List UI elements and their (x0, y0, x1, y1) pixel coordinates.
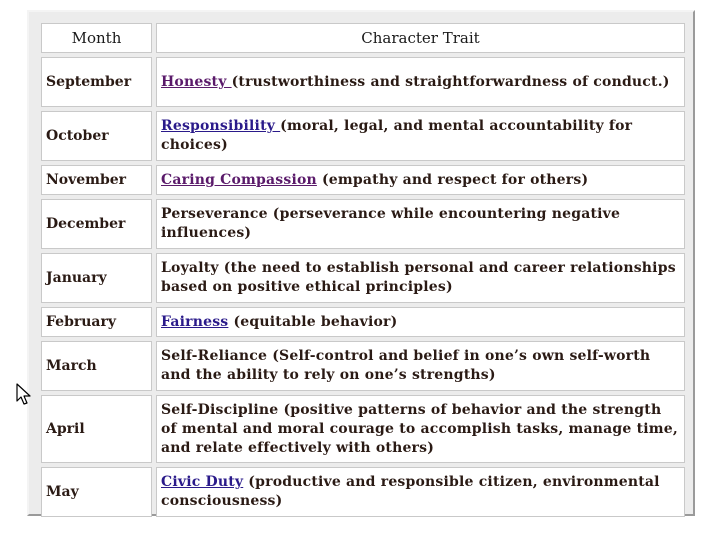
month-column-header: Month (41, 23, 152, 53)
month-may: May (41, 467, 152, 517)
trait-link-civic-duty[interactable]: Civic Duty (161, 474, 244, 490)
trait-cell (156, 111, 685, 161)
trait-name-self-reliance: Self-Reliance (161, 348, 268, 364)
trait-link-honesty[interactable]: Honesty (161, 73, 232, 90)
table-row (41, 111, 685, 161)
table-row (41, 253, 685, 303)
trait-description: (Self-control and belief in one’s own self-worth and the ability to rely on one’s strengths) (161, 348, 651, 383)
trait-link-responsibility[interactable]: Responsibility (161, 118, 281, 134)
trait-cell (156, 57, 685, 107)
trait-description: (positive patterns of behavior and the strength of mental and moral courage to accomplish tasks, manage time, and relate effectively with others) (161, 401, 678, 456)
month-december: December (41, 199, 152, 249)
header-row (41, 23, 685, 53)
table-row (41, 395, 685, 463)
month-january: January (41, 253, 152, 303)
table-row (41, 307, 685, 337)
trait-cell (156, 165, 685, 195)
month-february: February (41, 307, 152, 337)
trait-cell (156, 467, 685, 517)
trait-name-perseverance: Perseverance (161, 206, 268, 222)
month-september: September (41, 57, 152, 107)
month-october: October (41, 111, 152, 161)
month-march: March (41, 341, 152, 391)
trait-description: (trustworthiness and straightforwardness of conduct.) (231, 73, 670, 90)
trait-link-fairness[interactable]: Fairness (161, 313, 229, 330)
trait-cell (156, 253, 685, 303)
table-row (41, 199, 685, 249)
trait-description: (empathy and respect for others) (316, 171, 589, 188)
trait-cell (156, 307, 685, 337)
trait-description: (the need to establish personal and career relationships based on positive ethical principles) (161, 260, 676, 295)
trait-name-self-discipline: Self-Discipline (161, 401, 279, 418)
table-row (41, 57, 685, 107)
month-april: April (41, 395, 152, 463)
trait-column-header: Character Trait (156, 23, 685, 53)
mouse-pointer-icon (16, 383, 32, 405)
table-row (41, 341, 685, 391)
month-november: November (41, 165, 152, 195)
trait-name-loyalty: Loyalty (161, 260, 219, 276)
trait-description: (perseverance while encountering negative influences) (161, 206, 621, 241)
character-trait-table (37, 19, 689, 521)
trait-cell (156, 395, 685, 463)
table-frame (27, 10, 695, 516)
trait-description: (productive and responsible citizen, environmental consciousness) (161, 474, 660, 509)
trait-link-caring-compassion[interactable]: Caring Compassion (161, 171, 317, 188)
table-row (41, 165, 685, 195)
trait-description: (equitable behavior) (228, 313, 398, 330)
table-row (41, 467, 685, 517)
trait-cell (156, 341, 685, 391)
trait-cell (156, 199, 685, 249)
trait-description: (moral, legal, and mental accountability for choices) (161, 118, 633, 153)
